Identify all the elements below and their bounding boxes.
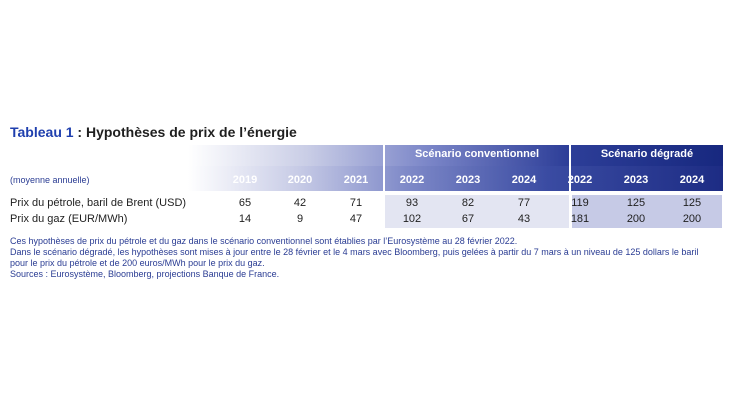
note-line: Ces hypothèses de prix du pétrole et du gaz dans le scénario conventionnel sont établies par l’Eurosystème au 28 février 2022.: [10, 236, 518, 246]
table-cell: 67: [461, 213, 475, 225]
year-header: 2023: [623, 174, 649, 186]
year-header: 2020: [287, 174, 313, 186]
table-cell: 47: [349, 213, 363, 225]
year-header: 2024: [679, 174, 705, 186]
table-title: [10, 124, 297, 140]
table-cell: 93: [405, 197, 419, 209]
table-cell: 125: [626, 197, 646, 209]
table-cell: 119: [571, 197, 589, 209]
table-cell: 200: [626, 213, 646, 225]
table-cell: 14: [238, 213, 252, 225]
table-title-text: : Hypothèses de prix de l’énergie: [73, 124, 297, 140]
table-cell: 43: [517, 213, 531, 225]
table-cell: 125: [682, 197, 702, 209]
note-line: Dans le scénario dégradé, les hypothèses sont mises à jour entre le 28 février et le 4 mars avec Bloomberg, puis gelées à partir du 7 mars à un niveau de 125 dollars le baril: [10, 247, 699, 257]
row-label-gas: Prix du gaz (EUR/MWh): [10, 213, 128, 225]
table-cell: 82: [461, 197, 475, 209]
table-cell: 77: [517, 197, 531, 209]
year-header: 2022: [399, 174, 425, 186]
year-header: 2022: [567, 174, 593, 186]
table-cell: 181: [570, 213, 590, 225]
group-header-degrade: Scénario dégradé: [600, 148, 694, 160]
table-notes: [10, 236, 725, 280]
table-cell: 71: [349, 197, 363, 209]
year-header: 2019: [232, 174, 258, 186]
year-header: 2024: [511, 174, 537, 186]
sources-line: Sources : Eurosystème, Bloomberg, projections Banque de France.: [10, 269, 280, 279]
table-cell: 102: [402, 213, 422, 225]
note-line: pour le prix du pétrole et de 200 euros/MWh pour le prix du gaz.: [10, 258, 265, 268]
table-cell: 42: [293, 197, 307, 209]
row-label-oil: Prix du pétrole, baril de Brent (USD): [10, 197, 187, 209]
table-cell: 200: [682, 213, 702, 225]
energy-price-table: [8, 145, 723, 229]
group-header-conventionnel: Scénario conventionnel: [414, 148, 540, 160]
year-header: 2021: [343, 174, 369, 186]
year-header: 2023: [455, 174, 481, 186]
unit-label: (moyenne annuelle): [10, 175, 90, 185]
table-cell: 65: [238, 197, 252, 209]
table-number: Tableau 1: [10, 124, 74, 140]
table-cell: 9: [296, 213, 304, 225]
